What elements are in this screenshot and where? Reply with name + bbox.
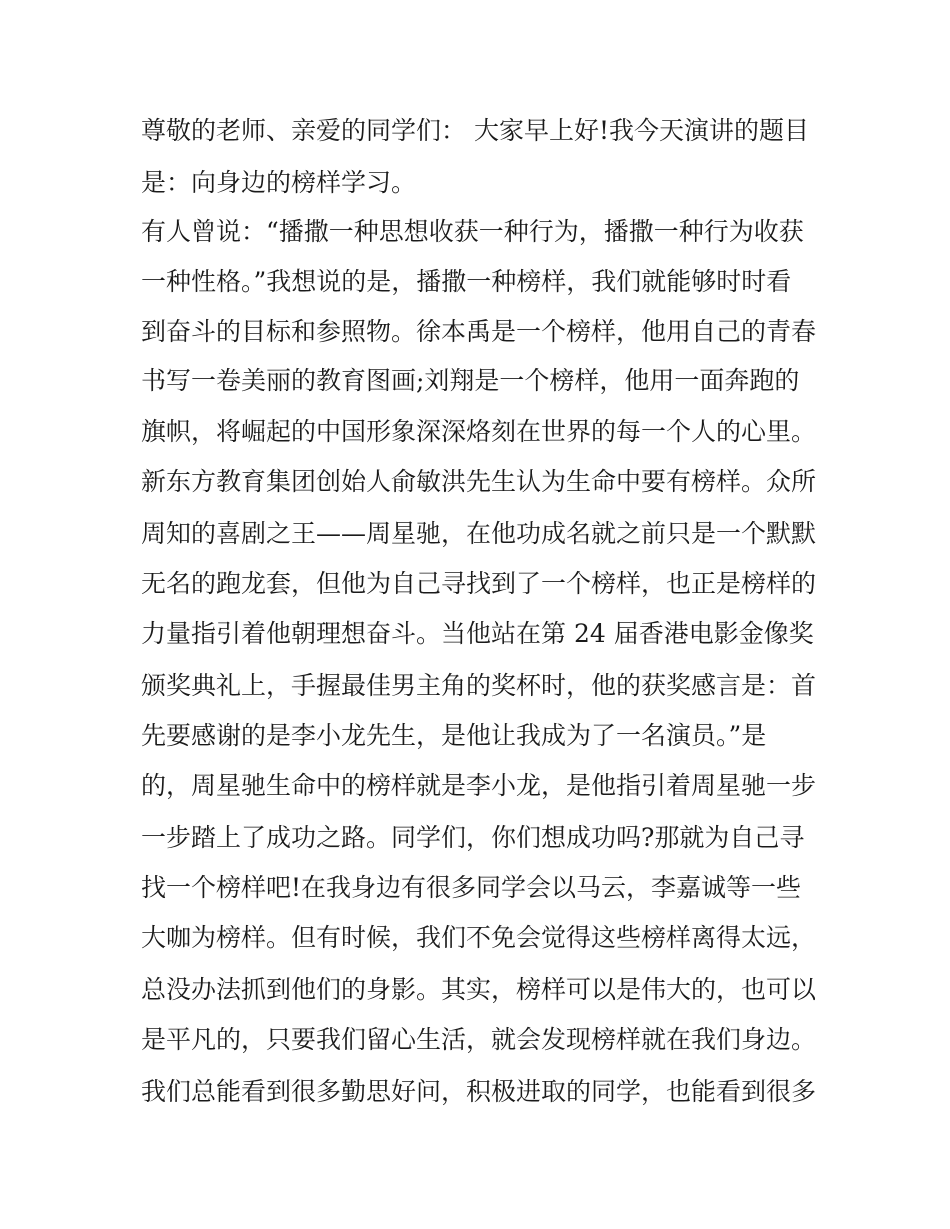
text-line: 总没办法抓到他们的身影。其实，榜样可以是伟大的，也可以 <box>141 975 817 1004</box>
text-line: 到奋斗的目标和参照物。徐本禹是一个榜样，他用自己的青春 <box>141 317 817 346</box>
text-line: 一种性格。”我想说的是，播撒一种榜样，我们就能够时时看 <box>141 267 792 296</box>
text-line: 我们总能看到很多勤思好问，积极进取的同学，也能看到很多 <box>141 1077 817 1106</box>
text-line: 旗帜，将崛起的中国形象深深烙刻在世界的每一个人的心里。 <box>141 417 817 446</box>
text-line: 新东方教育集团创始人俞敏洪先生认为生命中要有榜样。众所 <box>141 467 817 496</box>
text-line: 书写一卷美丽的教育图画;刘翔是一个榜样，他用一面奔跑的 <box>141 366 800 395</box>
text-line: 力量指引着他朝理想奋斗。当他站在第 24 届香港电影金像奖 <box>141 619 814 648</box>
text-line: 是平凡的，只要我们留心生活，就会发现榜样就在我们身边。 <box>141 1025 817 1054</box>
text-line: 是：向身边的榜样学习。 <box>141 168 417 197</box>
text-line: 有人曾说：“播撒一种思想收获一种行为，播撒一种行为收获 <box>141 217 804 246</box>
text-line: 颁奖典礼上，手握最佳男主角的奖杯时，他的获奖感言是：首 <box>141 671 817 700</box>
text-line: 找一个榜样吧!在我身边有很多同学会以马云，李嘉诚等一些 <box>141 873 802 902</box>
text-line: 的，周星驰生命中的榜样就是李小龙，是他指引着周星驰一步 <box>141 771 817 800</box>
text-line: 大咖为榜样。但有时候，我们不免会觉得这些榜样离得太远， <box>141 923 817 952</box>
text-line: 尊敬的老师、亲爱的同学们： 大家早上好!我今天演讲的题目 <box>141 116 809 145</box>
text-line: 周知的喜剧之王——周星驰，在他功成名就之前只是一个默默 <box>141 519 817 548</box>
text-line: 无名的跑龙套，但他为自己寻找到了一个榜样，也正是榜样的 <box>141 569 817 598</box>
text-line: 一步踏上了成功之路。同学们，你们想成功吗?那就为自己寻 <box>141 823 805 852</box>
text-line: 先要感谢的是李小龙先生，是他让我成为了一名演员。”是 <box>141 721 767 750</box>
